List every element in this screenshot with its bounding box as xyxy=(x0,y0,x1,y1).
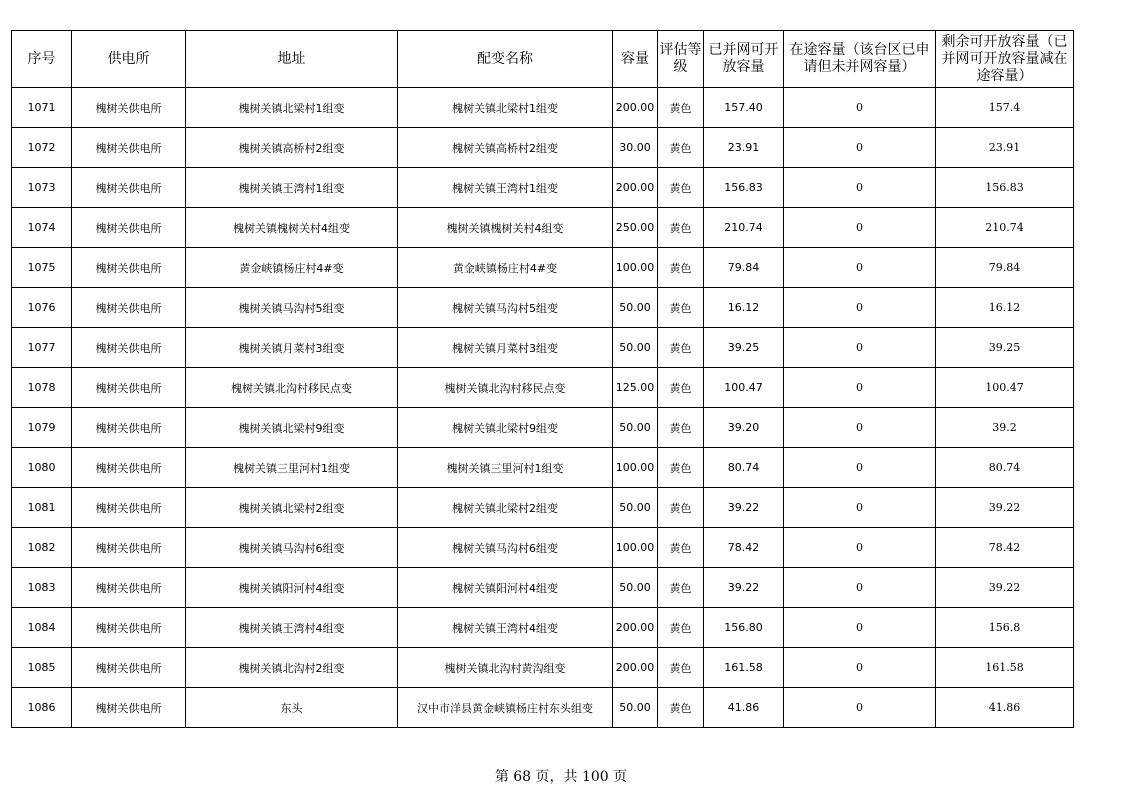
cell-rating: 黄色 xyxy=(658,328,704,368)
cell-seq: 1080 xyxy=(12,448,72,488)
cell-in-transit: 0 xyxy=(784,608,936,648)
cell-capacity: 200.00 xyxy=(613,88,658,128)
cell-remaining: 39.25 xyxy=(936,328,1074,368)
cell-capacity: 50.00 xyxy=(613,488,658,528)
cell-transformer: 槐树关镇马沟村5组变 xyxy=(398,288,613,328)
cell-transformer: 槐树关镇北梁村2组变 xyxy=(398,488,613,528)
cell-in-transit: 0 xyxy=(784,648,936,688)
cell-grid-open: 39.22 xyxy=(704,488,784,528)
cell-remaining: 79.84 xyxy=(936,248,1074,288)
cell-remaining: 39.2 xyxy=(936,408,1074,448)
cell-capacity: 50.00 xyxy=(613,568,658,608)
cell-seq: 1071 xyxy=(12,88,72,128)
cell-grid-open: 79.84 xyxy=(704,248,784,288)
cell-transformer: 黄金峡镇杨庄村4#变 xyxy=(398,248,613,288)
cell-station: 槐树关供电所 xyxy=(72,608,186,648)
cell-rating: 黄色 xyxy=(658,168,704,208)
cell-remaining: 39.22 xyxy=(936,488,1074,528)
cell-remaining: 156.83 xyxy=(936,168,1074,208)
header-row xyxy=(12,31,1074,88)
cell-address: 槐树关镇高桥村2组变 xyxy=(186,128,398,168)
cell-in-transit: 0 xyxy=(784,408,936,448)
cell-station: 槐树关供电所 xyxy=(72,328,186,368)
cell-station: 槐树关供电所 xyxy=(72,688,186,728)
cell-seq: 1078 xyxy=(12,368,72,408)
cell-remaining: 100.47 xyxy=(936,368,1074,408)
cell-grid-open: 41.86 xyxy=(704,688,784,728)
cell-address: 槐树关镇北沟村移民点变 xyxy=(186,368,398,408)
cell-address: 槐树关镇三里河村1组变 xyxy=(186,448,398,488)
cell-capacity: 200.00 xyxy=(613,608,658,648)
cell-transformer: 槐树关镇槐树关村4组变 xyxy=(398,208,613,248)
cell-remaining: 41.86 xyxy=(936,688,1074,728)
cell-transformer: 槐树关镇王湾村1组变 xyxy=(398,168,613,208)
cell-rating: 黄色 xyxy=(658,88,704,128)
table-row xyxy=(12,288,1074,328)
cell-transformer: 槐树关镇马沟村6组变 xyxy=(398,528,613,568)
cell-rating: 黄色 xyxy=(658,128,704,168)
table-row xyxy=(12,688,1074,728)
cell-capacity: 30.00 xyxy=(613,128,658,168)
table-row xyxy=(12,128,1074,168)
cell-capacity: 100.00 xyxy=(613,448,658,488)
cell-seq: 1074 xyxy=(12,208,72,248)
table-row xyxy=(12,448,1074,488)
cell-address: 东头 xyxy=(186,688,398,728)
cell-in-transit: 0 xyxy=(784,208,936,248)
table-row xyxy=(12,168,1074,208)
cell-in-transit: 0 xyxy=(784,328,936,368)
cell-grid-open: 23.91 xyxy=(704,128,784,168)
cell-seq: 1083 xyxy=(12,568,72,608)
cell-remaining: 210.74 xyxy=(936,208,1074,248)
cell-address: 槐树关镇北梁村9组变 xyxy=(186,408,398,448)
cell-seq: 1076 xyxy=(12,288,72,328)
table-row xyxy=(12,608,1074,648)
cell-seq: 1086 xyxy=(12,688,72,728)
cell-rating: 黄色 xyxy=(658,368,704,408)
cell-grid-open: 210.74 xyxy=(704,208,784,248)
header-transformer: 配变名称 xyxy=(398,31,613,88)
table-row xyxy=(12,528,1074,568)
cell-station: 槐树关供电所 xyxy=(72,128,186,168)
cell-capacity: 50.00 xyxy=(613,408,658,448)
cell-capacity: 100.00 xyxy=(613,248,658,288)
table-row xyxy=(12,408,1074,448)
header-address: 地址 xyxy=(186,31,398,88)
cell-station: 槐树关供电所 xyxy=(72,168,186,208)
cell-in-transit: 0 xyxy=(784,88,936,128)
table-row xyxy=(12,328,1074,368)
cell-transformer: 槐树关镇三里河村1组变 xyxy=(398,448,613,488)
cell-remaining: 16.12 xyxy=(936,288,1074,328)
header-seq: 序号 xyxy=(12,31,72,88)
cell-seq: 1082 xyxy=(12,528,72,568)
cell-station: 槐树关供电所 xyxy=(72,88,186,128)
cell-rating: 黄色 xyxy=(658,288,704,328)
cell-remaining: 80.74 xyxy=(936,448,1074,488)
cell-grid-open: 157.40 xyxy=(704,88,784,128)
cell-capacity: 50.00 xyxy=(613,328,658,368)
cell-capacity: 50.00 xyxy=(613,288,658,328)
cell-rating: 黄色 xyxy=(658,648,704,688)
cell-remaining: 39.22 xyxy=(936,568,1074,608)
cell-remaining: 157.4 xyxy=(936,88,1074,128)
cell-address: 槐树关镇马沟村6组变 xyxy=(186,528,398,568)
cell-grid-open: 161.58 xyxy=(704,648,784,688)
cell-address: 槐树关镇马沟村5组变 xyxy=(186,288,398,328)
cell-station: 槐树关供电所 xyxy=(72,568,186,608)
cell-in-transit: 0 xyxy=(784,568,936,608)
cell-transformer: 槐树关镇月菜村3组变 xyxy=(398,328,613,368)
cell-in-transit: 0 xyxy=(784,528,936,568)
cell-remaining: 161.58 xyxy=(936,648,1074,688)
cell-transformer: 汉中市洋县黄金峡镇杨庄村东头组变 xyxy=(398,688,613,728)
cell-rating: 黄色 xyxy=(658,448,704,488)
cell-in-transit: 0 xyxy=(784,288,936,328)
cell-in-transit: 0 xyxy=(784,248,936,288)
cell-transformer: 槐树关镇阳河村4组变 xyxy=(398,568,613,608)
cell-capacity: 100.00 xyxy=(613,528,658,568)
cell-grid-open: 16.12 xyxy=(704,288,784,328)
header-rating: 评估等级 xyxy=(658,31,704,88)
table-row xyxy=(12,568,1074,608)
cell-rating: 黄色 xyxy=(658,488,704,528)
cell-transformer: 槐树关镇北沟村移民点变 xyxy=(398,368,613,408)
header-grid-open: 已并网可开放容量 xyxy=(704,31,784,88)
page-footer: 第 68 页，共 100 页 xyxy=(494,769,628,785)
cell-station: 槐树关供电所 xyxy=(72,528,186,568)
cell-station: 槐树关供电所 xyxy=(72,448,186,488)
cell-in-transit: 0 xyxy=(784,688,936,728)
cell-in-transit: 0 xyxy=(784,168,936,208)
cell-address: 槐树关镇王湾村1组变 xyxy=(186,168,398,208)
cell-grid-open: 80.74 xyxy=(704,448,784,488)
cell-grid-open: 156.83 xyxy=(704,168,784,208)
cell-address: 槐树关镇王湾村4组变 xyxy=(186,608,398,648)
cell-in-transit: 0 xyxy=(784,488,936,528)
cell-transformer: 槐树关镇北梁村1组变 xyxy=(398,88,613,128)
table-row xyxy=(12,368,1074,408)
cell-seq: 1075 xyxy=(12,248,72,288)
cell-transformer: 槐树关镇北梁村9组变 xyxy=(398,408,613,448)
cell-remaining: 156.8 xyxy=(936,608,1074,648)
cell-address: 槐树关镇槐树关村4组变 xyxy=(186,208,398,248)
table-row xyxy=(12,648,1074,688)
cell-capacity: 125.00 xyxy=(613,368,658,408)
header-in-transit: 在途容量（该台区已申请但未并网容量） xyxy=(784,31,936,88)
cell-seq: 1072 xyxy=(12,128,72,168)
cell-rating: 黄色 xyxy=(658,608,704,648)
cell-seq: 1077 xyxy=(12,328,72,368)
cell-address: 槐树关镇北梁村2组变 xyxy=(186,488,398,528)
cell-grid-open: 100.47 xyxy=(704,368,784,408)
cell-rating: 黄色 xyxy=(658,528,704,568)
cell-station: 槐树关供电所 xyxy=(72,648,186,688)
cell-capacity: 250.00 xyxy=(613,208,658,248)
cell-transformer: 槐树关镇北沟村黄沟组变 xyxy=(398,648,613,688)
capacity-table xyxy=(11,30,1074,728)
cell-station: 槐树关供电所 xyxy=(72,288,186,328)
cell-capacity: 200.00 xyxy=(613,648,658,688)
cell-seq: 1085 xyxy=(12,648,72,688)
cell-address: 槐树关镇北沟村2组变 xyxy=(186,648,398,688)
cell-seq: 1081 xyxy=(12,488,72,528)
cell-grid-open: 39.20 xyxy=(704,408,784,448)
cell-rating: 黄色 xyxy=(658,208,704,248)
cell-seq: 1073 xyxy=(12,168,72,208)
cell-transformer: 槐树关镇王湾村4组变 xyxy=(398,608,613,648)
cell-station: 槐树关供电所 xyxy=(72,248,186,288)
cell-rating: 黄色 xyxy=(658,688,704,728)
cell-capacity: 50.00 xyxy=(613,688,658,728)
cell-rating: 黄色 xyxy=(658,568,704,608)
cell-address: 槐树关镇阳河村4组变 xyxy=(186,568,398,608)
table-row xyxy=(12,248,1074,288)
cell-station: 槐树关供电所 xyxy=(72,208,186,248)
cell-transformer: 槐树关镇高桥村2组变 xyxy=(398,128,613,168)
cell-in-transit: 0 xyxy=(784,448,936,488)
cell-remaining: 78.42 xyxy=(936,528,1074,568)
table-row xyxy=(12,208,1074,248)
cell-address: 槐树关镇北梁村1组变 xyxy=(186,88,398,128)
cell-in-transit: 0 xyxy=(784,128,936,168)
cell-grid-open: 78.42 xyxy=(704,528,784,568)
cell-station: 槐树关供电所 xyxy=(72,408,186,448)
cell-grid-open: 39.22 xyxy=(704,568,784,608)
cell-in-transit: 0 xyxy=(784,368,936,408)
cell-remaining: 23.91 xyxy=(936,128,1074,168)
cell-rating: 黄色 xyxy=(658,408,704,448)
header-remaining: 剩余可开放容量（已并网可开放容量减在途容量） xyxy=(936,31,1074,88)
table-row xyxy=(12,488,1074,528)
cell-seq: 1079 xyxy=(12,408,72,448)
cell-station: 槐树关供电所 xyxy=(72,368,186,408)
table-row xyxy=(12,88,1074,128)
cell-grid-open: 39.25 xyxy=(704,328,784,368)
cell-capacity: 200.00 xyxy=(613,168,658,208)
cell-seq: 1084 xyxy=(12,608,72,648)
cell-address: 黄金峡镇杨庄村4#变 xyxy=(186,248,398,288)
header-capacity: 容量 xyxy=(613,31,658,88)
cell-rating: 黄色 xyxy=(658,248,704,288)
cell-grid-open: 156.80 xyxy=(704,608,784,648)
header-station: 供电所 xyxy=(72,31,186,88)
cell-address: 槐树关镇月菜村3组变 xyxy=(186,328,398,368)
cell-station: 槐树关供电所 xyxy=(72,488,186,528)
